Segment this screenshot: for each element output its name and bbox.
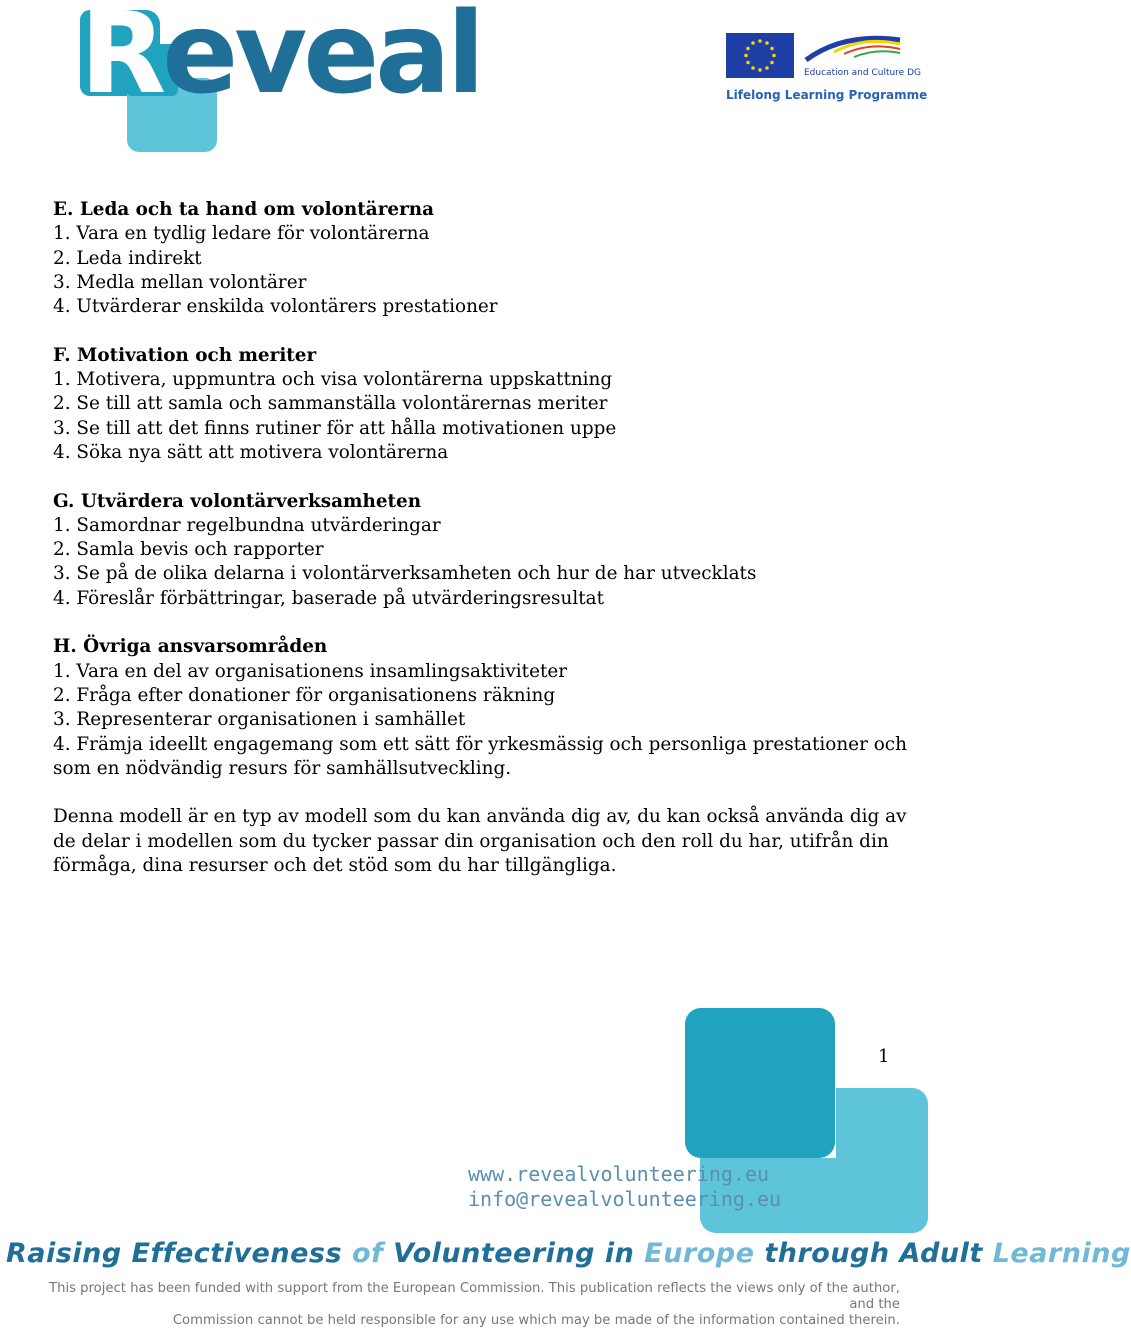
list-item: 2. Se till att samla och sammanställa volontärernas meriter xyxy=(53,393,608,415)
list-item: 3. Se på de olika delarna i volontärverksamheten och hur de har utvecklats xyxy=(53,563,757,585)
logo-wordmark: Reveal xyxy=(80,0,482,119)
list-item: 2. Leda indirekt xyxy=(53,247,202,269)
list-item: 4. Främja ideellt engagemang som ett sätt för yrkesmässig och personliga prestationer och som en nödvändig resurs för samhällsutveckling. xyxy=(53,733,907,779)
list-item: 2. Samla bevis och rapporter xyxy=(53,539,324,561)
footer-contact xyxy=(468,1162,781,1212)
funding-disclaimer xyxy=(40,1281,900,1329)
document-body xyxy=(53,198,923,878)
list-item: 1. Vara en del av organisationens insamlingsaktiviteter xyxy=(53,660,568,682)
eu-flag-icon xyxy=(726,33,794,78)
disclaimer-line: This project has been funded with support from the European Commission. This publication reflects the views only of the author, and the xyxy=(49,1281,900,1312)
list-item: 3. Representerar organisationen i samhället xyxy=(53,709,466,731)
page-number: 1 xyxy=(878,1046,890,1067)
website-link[interactable]: www.revealvolunteering.eu xyxy=(468,1162,770,1186)
list-item: 3. Se till att det finns rutiner för att hålla motivationen uppe xyxy=(53,417,617,439)
footer-tagline xyxy=(6,1238,1131,1269)
reveal-logo xyxy=(80,0,482,154)
disclaimer-line: Commission cannot be held responsible for any use which may be made of the information contained therein. xyxy=(172,1313,900,1328)
list-item: 2. Fråga efter donationer för organisationens räkning xyxy=(53,684,556,706)
footer-block-dark xyxy=(685,1008,835,1158)
section-h xyxy=(53,635,923,781)
closing-paragraph: Denna modell är en typ av modell som du kan använda dig av, du kan också använda dig av de delar i modellen som du tycker passar din organisation och den roll du har, utifrån din förmåga, dina resurser och det stöd som du har tillgängliga. xyxy=(53,806,907,877)
eu-programme-label: Lifelong Learning Programme xyxy=(726,88,928,102)
list-item: 4. Söka nya sätt att motivera volontärerna xyxy=(53,441,449,463)
section-g xyxy=(53,490,923,611)
section-e xyxy=(53,198,923,319)
list-item: 1. Samordnar regelbundna utvärderingar xyxy=(53,514,441,536)
eu-department-label: Education and Culture DG xyxy=(804,68,921,78)
section-heading: G. Utvärdera volontärverksamheten xyxy=(53,490,422,512)
list-item: 4. Utvärderar enskilda volontärers prestationer xyxy=(53,296,498,318)
eu-logo xyxy=(724,30,928,110)
section-heading: H. Övriga ansvarsområden xyxy=(53,636,328,658)
list-item: 3. Medla mellan volontärer xyxy=(53,271,307,293)
tagline-part: Volunteering in xyxy=(393,1238,645,1269)
email-link[interactable]: info@revealvolunteering.eu xyxy=(468,1187,782,1211)
section-heading: E. Leda och ta hand om volontärerna xyxy=(53,199,435,220)
tagline-part: Raising Effectiveness xyxy=(6,1238,352,1269)
section-heading: F. Motivation och meriter xyxy=(53,344,317,366)
tagline-part: through Adult xyxy=(764,1238,993,1269)
tagline-part: of xyxy=(351,1238,394,1269)
section-f xyxy=(53,344,923,465)
list-item: 1. Motivera, uppmuntra och visa volontärerna uppskattning xyxy=(53,369,613,391)
list-item: 1. Vara en tydlig ledare för volontärerna xyxy=(53,223,430,245)
education-culture-swoosh-icon xyxy=(804,30,924,66)
tagline-part: Learning xyxy=(992,1238,1131,1269)
tagline-part: Europe xyxy=(644,1238,765,1269)
list-item: 4. Föreslår förbättringar, baserade på utvärderingsresultat xyxy=(53,587,604,609)
